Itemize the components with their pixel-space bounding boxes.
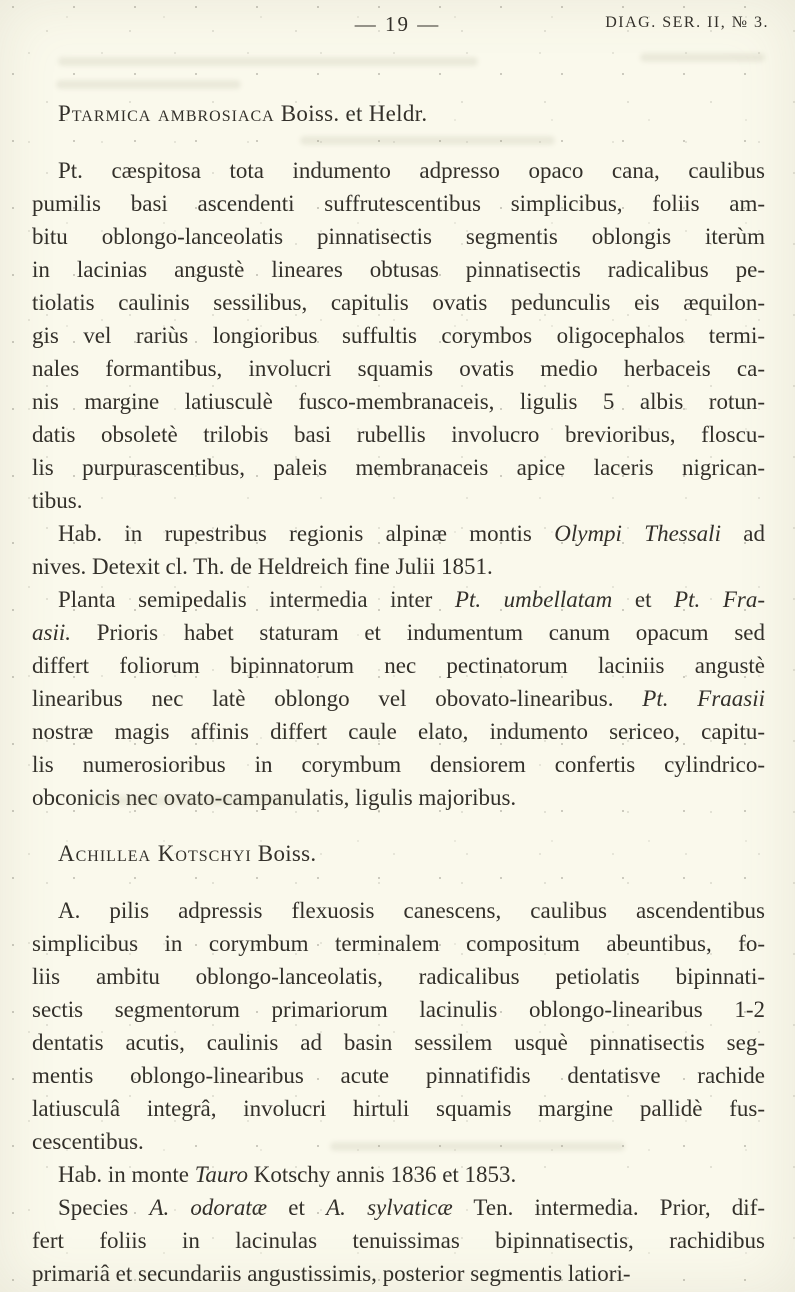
body-text: mentis oblongo-linearibus acute pinnatifidis dentatisve rachide xyxy=(32,1063,765,1088)
species-name: Achillea Kotschyi xyxy=(58,841,252,866)
text-line xyxy=(32,517,765,550)
body-text: Hab. in rupestribus regionis alpinæ montis xyxy=(58,521,555,546)
text-line xyxy=(32,286,765,319)
body-text: et xyxy=(267,1195,327,1220)
body-text: in lacinias angustè lineares obtusas pinnatisectis radicalibus pe- xyxy=(32,257,765,282)
showthrough-mark xyxy=(58,57,478,66)
italic-text: Pt. umbellatam xyxy=(454,587,613,612)
body-text: bitu oblongo-lanceolatis pinnatisectis segmentis oblongis iterùm xyxy=(32,224,765,249)
showthrough-mark xyxy=(56,80,241,89)
text-line xyxy=(32,1059,765,1092)
body-text: differt foliorum bipinnatorum nec pectinatorum laciniis angustè xyxy=(32,653,765,678)
text-line xyxy=(32,1191,765,1224)
text-line xyxy=(32,385,765,418)
paragraph xyxy=(32,894,765,1158)
text-line xyxy=(32,960,765,993)
body-text: nis margine latiusculè fusco-membranaceis, ligulis 5 albis rotun- xyxy=(32,389,765,414)
running-head xyxy=(0,0,795,44)
body-text: lis purpurascentibus, paleis membranaceis apice laceris nigrican- xyxy=(32,455,765,480)
text-line xyxy=(32,220,765,253)
text-line xyxy=(32,451,765,484)
text-line xyxy=(32,748,765,781)
text-line xyxy=(32,253,765,286)
body-text: dentatis acutis, caulinis ad basin sessilem usquè pinnatisectis seg- xyxy=(32,1030,765,1055)
body-text: Ten. intermedia. Prior, dif- xyxy=(452,1195,766,1220)
italic-text: asii. xyxy=(32,620,71,645)
body-text: ad xyxy=(720,521,766,546)
text-line xyxy=(32,1158,765,1191)
series-label: DIAG. SER. II, № 3. xyxy=(605,14,769,31)
text-line xyxy=(32,418,765,451)
body-text: pumilis basi ascendenti suffrutescentibus simplicibus, foliis am- xyxy=(32,191,765,216)
body-text: Prioris habet staturam et indumentum canum opacum sed xyxy=(70,620,765,645)
text-line xyxy=(32,187,765,220)
text-line xyxy=(32,1125,765,1158)
text-line xyxy=(32,781,765,814)
paragraph xyxy=(32,1158,765,1191)
body-text: cescentibus. xyxy=(32,1129,144,1154)
body-text: Species xyxy=(58,1195,150,1220)
body-text: lis numerosioribus in corymbum densiorem confertis cylindrico- xyxy=(32,752,765,777)
body-text: tibus. xyxy=(32,488,83,513)
italic-text: Pt. Fraasii xyxy=(642,686,765,711)
text-line xyxy=(32,352,765,385)
species-heading xyxy=(32,100,765,128)
body-text: tiolatis caulinis sessilibus, capitulis ovatis pedunculis eis æquilon- xyxy=(32,290,765,315)
italic-text: A. sylvaticæ xyxy=(326,1195,453,1220)
body-text: Hab. in monte xyxy=(58,1162,195,1187)
paragraph xyxy=(32,583,765,814)
text-line xyxy=(32,927,765,960)
body-text: nives. Detexit cl. Th. de Heldreich fine Julii 1851. xyxy=(32,554,493,579)
species-author: Boiss. et Heldr. xyxy=(274,101,428,126)
species-author: Boiss. xyxy=(251,841,317,866)
text-line xyxy=(32,154,765,187)
body-text: liis ambitu oblongo-lanceolatis, radicalibus petiolatis bipinnati- xyxy=(32,964,765,989)
showthrough-mark xyxy=(640,53,765,62)
body-text: gis vel rariùs longioribus suffultis corymbos oligocephalos termi- xyxy=(32,323,765,348)
body-text: Kotschy annis 1836 et 1853. xyxy=(247,1162,517,1187)
text-line xyxy=(32,649,765,682)
body-text: nales formantibus, involucri squamis ovatis medio herbaceis ca- xyxy=(32,356,765,381)
text-line xyxy=(32,616,765,649)
body-text: primariâ et secundariis angustissimis, posterior segmentis latiori- xyxy=(32,1261,631,1286)
body-text: latiusculâ integrâ, involucri hirtuli squamis margine pallidè fus- xyxy=(32,1096,765,1121)
text-line xyxy=(32,715,765,748)
body-text: nostræ magis affinis differt caule elato, indumento sericeo, capitu- xyxy=(32,719,765,744)
page-body xyxy=(0,100,795,1290)
body-text: Planta semipedalis intermedia inter xyxy=(58,587,455,612)
paragraph xyxy=(32,517,765,583)
text-line xyxy=(32,1224,765,1257)
body-text: linearibus nec latè oblongo vel obovato-linearibus. xyxy=(32,686,643,711)
text-line xyxy=(32,894,765,927)
species-name: Ptarmica ambrosiaca xyxy=(58,101,275,126)
text-line xyxy=(32,1257,765,1290)
text-line xyxy=(32,682,765,715)
italic-text: A. odoratæ xyxy=(149,1195,268,1220)
body-text: fert foliis in lacinulas tenuissimas bipinnatisectis, rachidibus xyxy=(32,1228,765,1253)
text-line xyxy=(32,319,765,352)
text-line xyxy=(32,1026,765,1059)
italic-text: Pt. Fra- xyxy=(674,587,765,612)
species-heading xyxy=(32,840,765,868)
body-text: sectis segmentorum primariorum lacinulis oblongo-linearibus 1-2 xyxy=(32,997,765,1022)
paragraph xyxy=(32,154,765,517)
body-text: Pt. cæspitosa tota indumento adpresso opaco cana, caulibus xyxy=(58,158,765,183)
page-number: — 19 — xyxy=(354,12,441,36)
italic-text: Olympi Thessali xyxy=(554,521,721,546)
body-text: obconicis nec ovato-campanulatis, ligulis majoribus. xyxy=(32,785,517,810)
body-text: A. pilis adpressis flexuosis canescens, caulibus ascendentibus xyxy=(58,898,765,923)
text-line xyxy=(32,1092,765,1125)
text-line xyxy=(32,993,765,1026)
text-line xyxy=(32,484,765,517)
body-text: datis obsoletè trilobis basi rubellis involucro brevioribus, floscu- xyxy=(32,422,765,447)
text-line xyxy=(32,550,765,583)
body-text: et xyxy=(612,587,675,612)
italic-text: Tauro xyxy=(194,1162,248,1187)
text-line xyxy=(32,583,765,616)
body-text: simplicibus in corymbum terminalem compositum abeuntibus, fo- xyxy=(32,931,765,956)
paragraph xyxy=(32,1191,765,1290)
